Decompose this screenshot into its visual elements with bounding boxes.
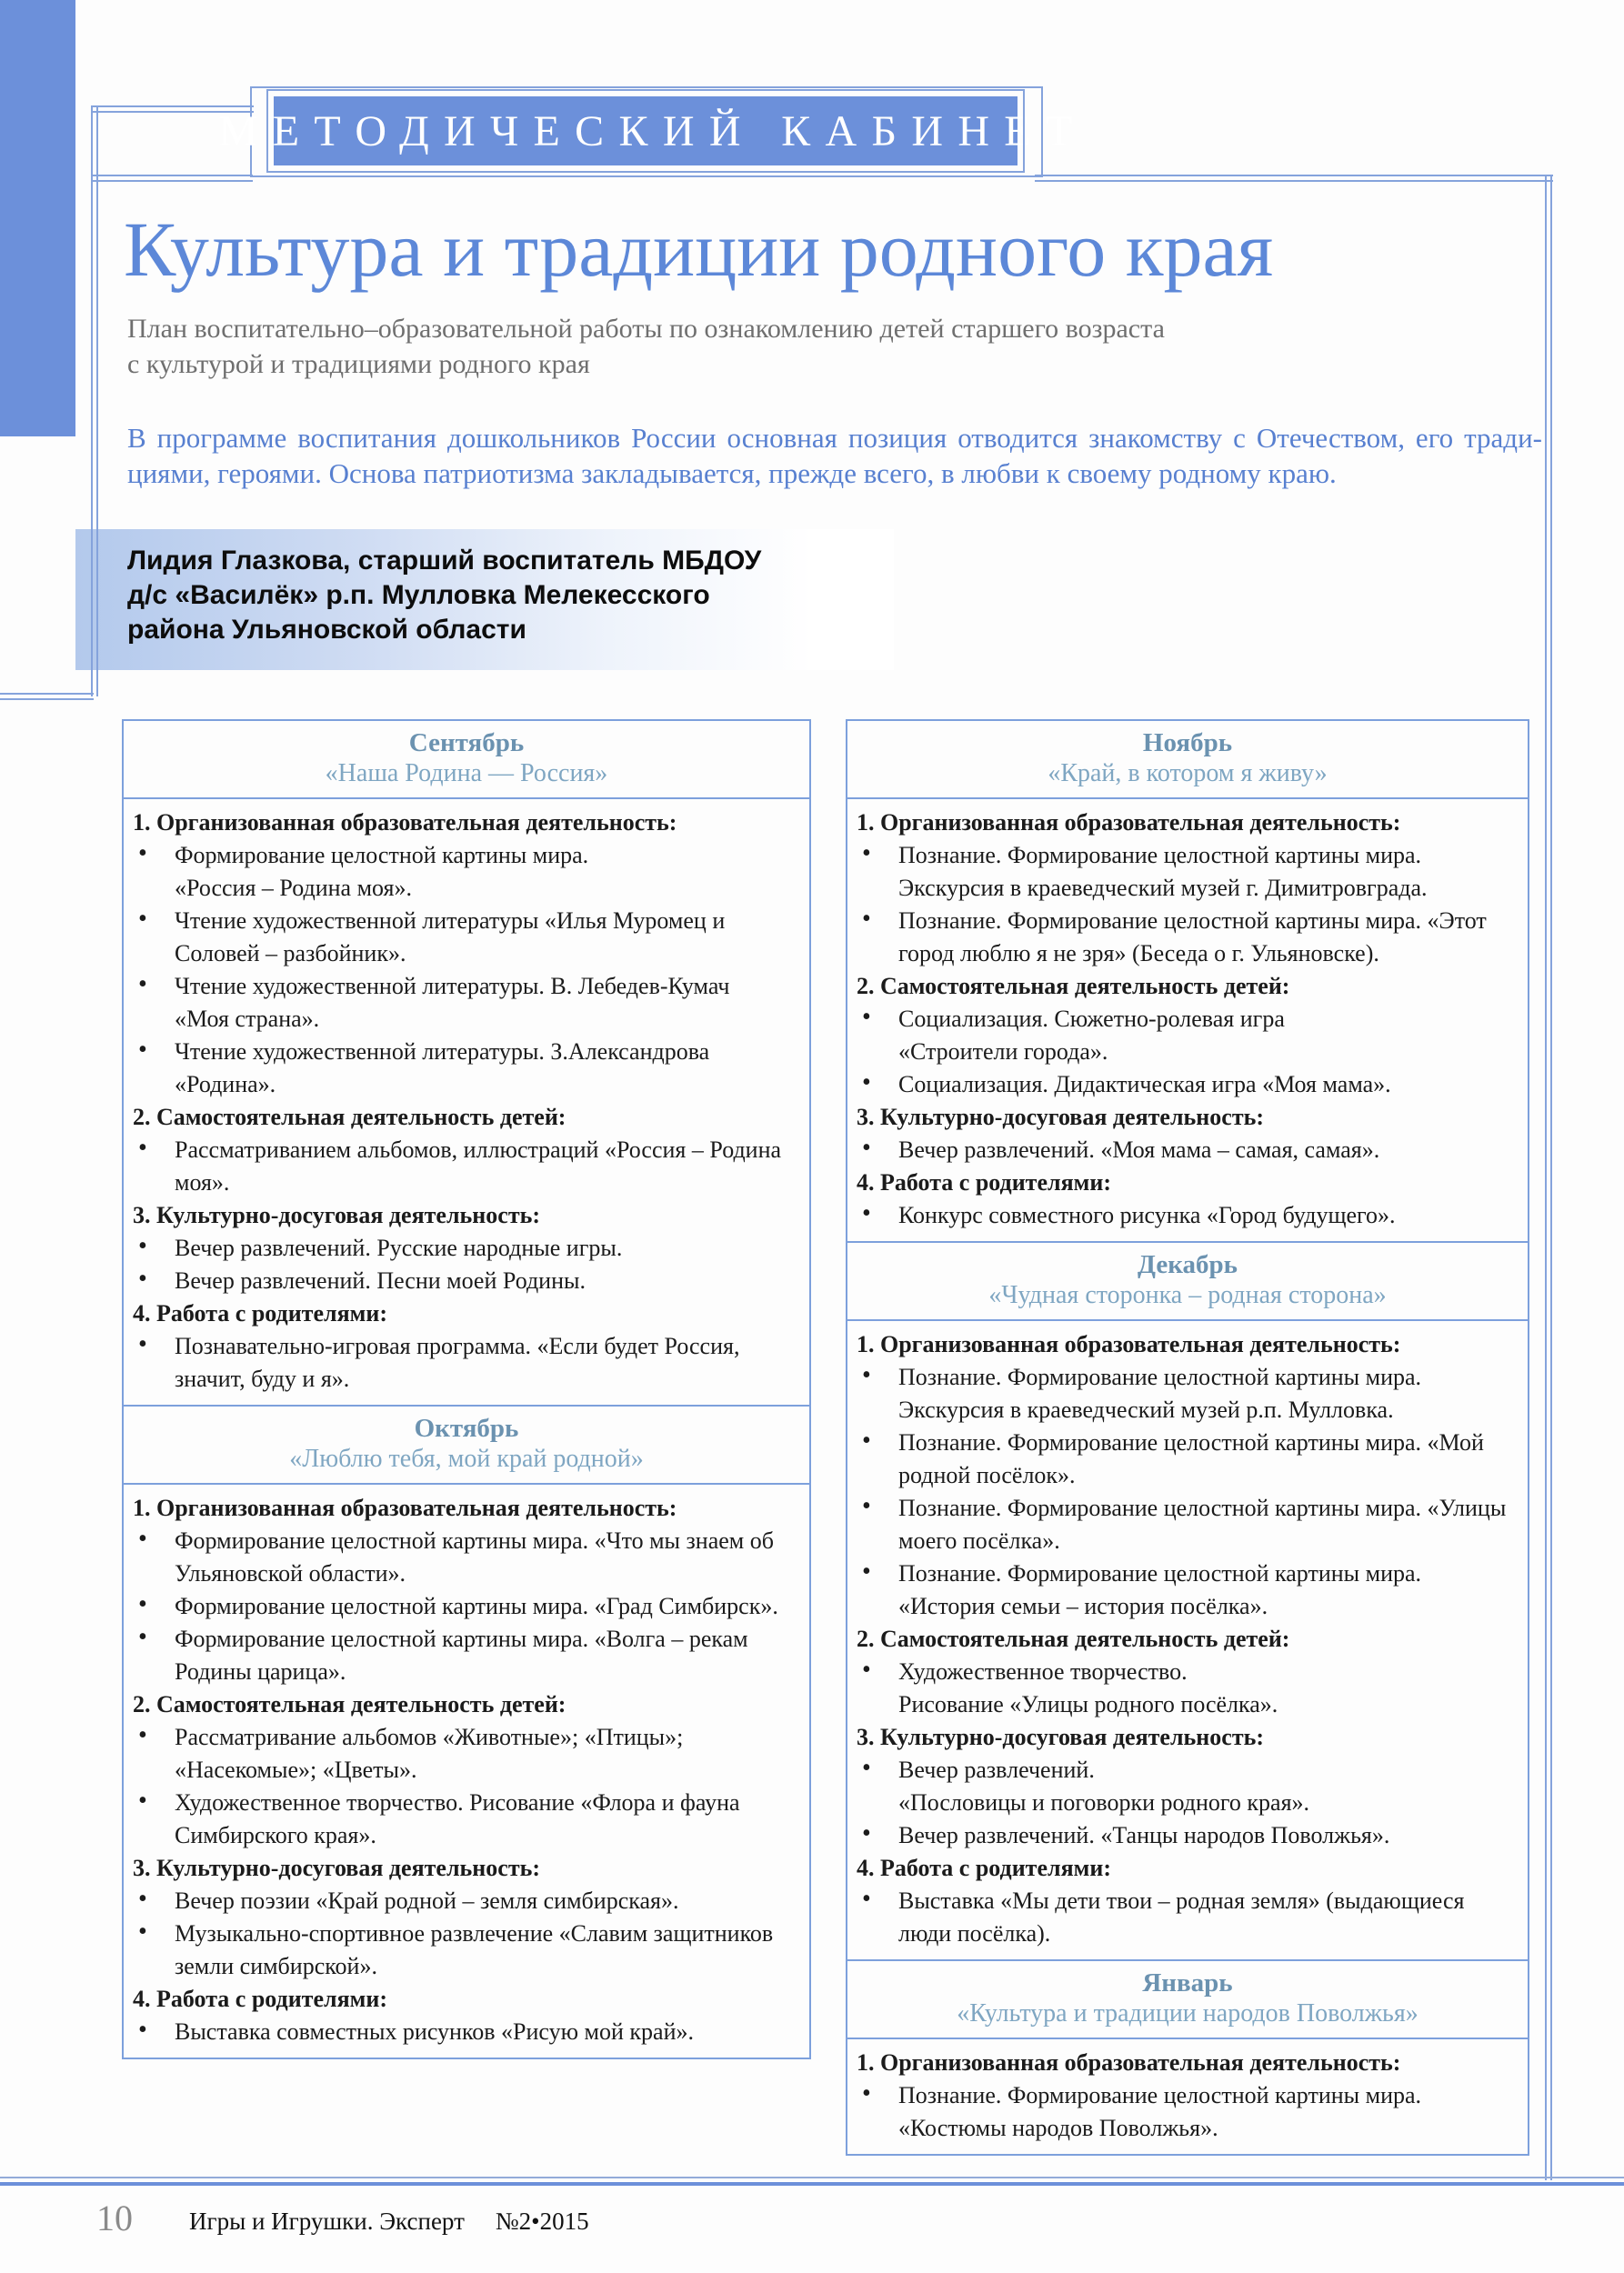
activity-row: Рисование «Улицы родного посёлка». — [898, 1691, 1278, 1717]
month-activities — [846, 1319, 1529, 1961]
footer-imprint — [189, 2208, 589, 2236]
activity-row: люди посёлка). — [898, 1920, 1051, 1947]
activity-row: 3. Культурно-досуговая деятельность: — [857, 1724, 1265, 1750]
month-header — [846, 1959, 1529, 2039]
subtitle-line-2: с культурой и традициями родного края — [127, 349, 590, 379]
activity-row: город люблю я не зря» (Беседа о г. Ульяновске). — [898, 940, 1379, 966]
month-name: Ноябрь — [1142, 728, 1233, 757]
activity-row: • Вечер развлечений. Песни моей Родины. — [124, 1265, 804, 1297]
activity-row: 3. Культурно-досуговая деятельность: — [133, 1202, 541, 1228]
month-activities — [122, 1483, 811, 2059]
activity-row: • Познание. Формирование целостной картины мира. — [847, 1361, 1522, 1394]
activity-row: • Вечер развлечений. «Танцы народов Поволжья». — [847, 1819, 1522, 1852]
month-name: Январь — [1142, 1968, 1233, 1998]
month-name: Октябрь — [414, 1414, 519, 1443]
month-header — [846, 719, 1529, 799]
frame-line-left — [91, 105, 98, 696]
activity-row: • Чтение художественной литературы. В. Лебедев-Кумач — [124, 970, 804, 1003]
plan-column-right — [846, 719, 1529, 2156]
month-header — [846, 1241, 1529, 1321]
activity-row: 3. Культурно-досуговая деятельность: — [857, 1104, 1265, 1130]
activity-row: 1. Организованная образовательная деятельность: — [857, 1331, 1401, 1357]
month-theme: «Край, в котором я живу» — [1048, 759, 1328, 787]
journal-name: Игры и Игрушки. Эксперт — [189, 2208, 465, 2235]
activity-row: 1. Организованная образовательная деятельность: — [133, 809, 677, 836]
activity-row: • Чтение художественной литературы. З.Александрова — [124, 1036, 804, 1068]
activity-row: 4. Работа с родителями: — [133, 1300, 387, 1327]
author-line-1: Лидия Глазкова, старший воспитатель МБДОУ — [127, 546, 762, 576]
month-theme: «Культура и традиции народов Поволжья» — [957, 1999, 1418, 2028]
activity-row: • Формирование целостной картины мира. «Волга – рекам — [124, 1623, 804, 1656]
activity-row: 1. Организованная образовательная деятельность: — [133, 1495, 677, 1521]
frame-line-right — [1545, 175, 1552, 2180]
lead-paragraph — [127, 420, 1542, 491]
lead-line-2: циями, героями. Основа патриотизма закладывается, прежде всего, в любви к своему родному краю. — [127, 457, 1337, 489]
activity-row: «Строители города». — [898, 1038, 1108, 1065]
activity-row: • Познание. Формирование целостной картины мира. — [847, 839, 1522, 872]
activity-row: 2. Самостоятельная деятельность детей: — [857, 973, 1290, 999]
activity-row: «Пословицы и поговорки родного края». — [898, 1789, 1310, 1816]
activity-row: «Моя страна». — [175, 1006, 320, 1032]
activity-row: земли симбирской». — [175, 1953, 377, 1979]
activity-row: «Родина». — [175, 1071, 276, 1097]
page-title: Культура и традиции родного края — [124, 205, 1274, 293]
activity-row: • Социализация. Дидактическая игра «Моя мама». — [847, 1068, 1522, 1101]
activity-row: • Вечер развлечений. Русские народные игры. — [124, 1232, 804, 1265]
activity-row: • Вечер развлечений. — [847, 1754, 1522, 1787]
activity-row: Симбирского края». — [175, 1822, 376, 1848]
activity-row: • Рассматривание альбомов «Животные»; «Птицы»; — [124, 1721, 804, 1754]
month-header — [122, 719, 811, 799]
activity-row: «История семьи – история посёлка». — [898, 1593, 1268, 1619]
activity-row: 4. Работа с родителями: — [857, 1169, 1111, 1196]
frame-line-header-left — [92, 175, 253, 182]
activity-row: • Художественное творчество. — [847, 1656, 1522, 1688]
month-theme: «Наша Родина — Россия» — [325, 759, 608, 787]
activity-row: Родины царица». — [175, 1658, 346, 1685]
activity-row: «Насекомые»; «Цветы». — [175, 1757, 417, 1783]
month-table-october — [122, 1405, 811, 2059]
activity-row: 1. Организованная образовательная деятельность: — [857, 2049, 1401, 2076]
activity-row: 4. Работа с родителями: — [133, 1986, 387, 2012]
activity-row: моего посёлка». — [898, 1527, 1060, 1554]
activity-row: значит, буду и я». — [175, 1366, 350, 1392]
lead-line-1: В программе воспитания дошкольников России основная позиция отводится знакомству с Отечеством, его тради- — [127, 422, 1542, 454]
month-activities — [122, 797, 811, 1407]
activity-row: • Формирование целостной картины мира. «Что мы знаем об — [124, 1525, 804, 1557]
activity-row: • Художественное творчество. Рисование «Флора и фауна — [124, 1787, 804, 1819]
activity-row: • Познание. Формирование целостной картины мира. «Мой — [847, 1427, 1522, 1459]
activity-row: • Рассматриванием альбомов, иллюстраций «Россия – Родина — [124, 1134, 804, 1167]
activity-row: 3. Культурно-досуговая деятельность: — [133, 1855, 541, 1881]
activity-row: Экскурсия в краеведческий музей г. Димитровграда. — [898, 875, 1428, 901]
month-name: Сентябрь — [408, 728, 525, 757]
month-name: Декабрь — [1138, 1250, 1238, 1279]
activity-row: • Социализация. Сюжетно-ролевая игра — [847, 1003, 1522, 1036]
frame-line-header-right — [1035, 175, 1553, 182]
left-accent-bar — [0, 0, 75, 436]
activity-row: родной посёлок». — [898, 1462, 1076, 1488]
activity-row: • Вечер поэзии «Край родной – земля симбирская». — [124, 1885, 804, 1918]
author-line-2: д/с «Василёк» р.п. Мулловка Мелекесского — [127, 580, 710, 610]
activity-row: моя». — [175, 1169, 230, 1196]
page-number: 10 — [96, 2198, 133, 2238]
subtitle — [127, 311, 1546, 382]
activity-row: • Чтение художественной литературы «Илья Муромец и — [124, 905, 804, 937]
activity-row: • Познание. Формирование целостной картины мира. «Улицы — [847, 1492, 1522, 1525]
activity-row: Экскурсия в краеведческий музей р.п. Мулловка. — [898, 1397, 1394, 1423]
month-table-january — [846, 1959, 1529, 2156]
month-table-december — [846, 1241, 1529, 1961]
frame-line-bottom-left — [0, 693, 94, 700]
month-table-november — [846, 719, 1529, 1243]
activity-row: • Выставка «Мы дети твои – родная земля» (выдающиеся — [847, 1885, 1522, 1918]
activity-row: • Вечер развлечений. «Моя мама – самая, самая». — [847, 1134, 1522, 1167]
activity-row: • Конкурс совместного рисунка «Город будущего». — [847, 1199, 1522, 1232]
activity-row: Ульяновской области». — [175, 1560, 406, 1587]
activity-row: • Музыкально-спортивное развлечение «Славим защитников — [124, 1918, 804, 1950]
month-theme: «Люблю тебя, мой край родной» — [289, 1445, 644, 1473]
plan-column-left — [122, 719, 811, 2059]
author-block — [127, 544, 855, 647]
kicker-box — [218, 96, 1088, 165]
activity-row: • Познание. Формирование целостной картины мира. — [847, 2079, 1522, 2112]
activity-row: 2. Самостоятельная деятельность детей: — [133, 1104, 566, 1130]
kicker-label: МЕТОДИЧЕСКИЙ КАБИНЕТ — [218, 106, 1088, 155]
month-table-september — [122, 719, 811, 1407]
activity-row: «Костюмы народов Поволжья». — [898, 2115, 1218, 2141]
activity-row: • Познание. Формирование целостной картины мира. «Этот — [847, 905, 1522, 937]
month-theme: «Чудная сторонка – родная сторона» — [988, 1281, 1387, 1309]
activity-row: 2. Самостоятельная деятельность детей: — [857, 1626, 1290, 1652]
activity-row: • Формирование целостной картины мира. — [124, 839, 804, 872]
activity-row: «Россия – Родина моя». — [175, 875, 412, 901]
footer-rule-thin — [0, 2177, 1624, 2178]
month-activities — [846, 797, 1529, 1243]
activity-row: • Выставка совместных рисунков «Рисую мой край». — [124, 2016, 804, 2048]
activity-row: • Познавательно-игровая программа. «Если будет Россия, — [124, 1330, 804, 1363]
month-activities — [846, 2038, 1529, 2156]
activity-row: 1. Организованная образовательная деятельность: — [857, 809, 1401, 836]
subtitle-line-1: План воспитательно–образовательной работы по ознакомлению детей старшего возраста — [127, 314, 1165, 344]
activity-row: • Формирование целостной картины мира. «Град Симбирск». — [124, 1590, 804, 1623]
activity-row: • Познание. Формирование целостной картины мира. — [847, 1557, 1522, 1590]
month-header — [122, 1405, 811, 1485]
footer-rule-thick — [0, 2182, 1624, 2186]
activity-row: 2. Самостоятельная деятельность детей: — [133, 1691, 566, 1717]
author-line-3: района Ульяновской области — [127, 615, 526, 645]
activity-row: 4. Работа с родителями: — [857, 1855, 1111, 1881]
issue-number: №2•2015 — [495, 2208, 589, 2235]
activity-row: Соловей – разбойник». — [175, 940, 406, 966]
